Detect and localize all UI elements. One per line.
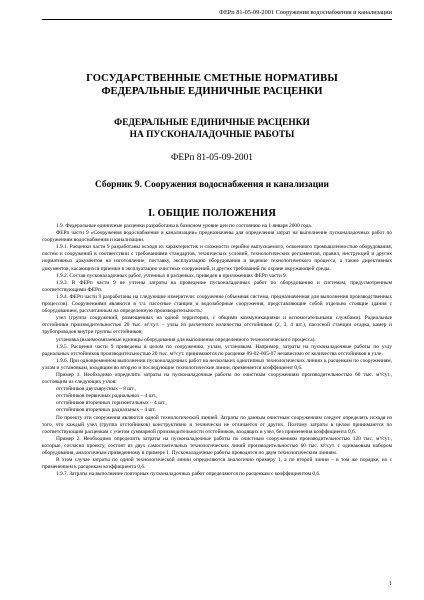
document-code: ФЕРп 81-05-09-2001 — [171, 153, 253, 163]
body-text — [42, 223, 392, 478]
list-item: отстойников первичных радиальных – 4 шт., — [56, 393, 158, 400]
list-item: отстойников двухъярусных – 8 шт., — [56, 386, 137, 393]
list-item: отстойников вторичных радиальных – 4 шт. — [56, 407, 156, 414]
paragraph: 1.9.1. Расценки части 9 разработаны исходя из характеристик и сложности серийно выпускаемого, освоенного промышленностью оборудования, систем и сооружений в соответствии с требованиями стандартов, технических условий, технологических регламентов, правил, инструкций и других нормативных документов на изготовление, поставку, эксплуатацию оборудования и ведение технологического процесса, а также директивных документов, касающихся приемки в эксплуатацию очистных сооружений, и других требований по охране окружающей среды. — [42, 244, 392, 272]
running-head: ФЕРп 81-05-09-2001 Сооружения водоснабжения и канализации — [218, 9, 392, 16]
paragraph: ФЕРп части 9 «Сооружения водоснабжения и канализации» предназначены для определения затрат на выполнение пусконаладочных работ по сооружениям водоснабжения и канализации. — [42, 230, 392, 244]
paragraph: установка (взаимосвязанные единицы оборудования для выполнения определенного технологического процесса). — [56, 336, 316, 343]
page-number: 1 — [389, 581, 392, 587]
paragraph: 1.9.5. Расценки части 9 приведены в целом по сооружению, узлам, установкам. Например, затраты на пусконаладочные работы по узлу радиальных отстойников производительностью 20 тыс. м³/сут. принимаются по расценке 09-02-005-07 независимо от количества отстойников в узле. — [42, 343, 392, 357]
paragraph: 1.9.3. В ФЕРп части 9 не учтены затраты на проведение пусконаладочных работ по оборудованию и системам, предусмотренным соответствующими ФЕРп. — [42, 279, 392, 293]
subtitle-line-2: НА ПУСКОНАЛАДОЧНЫЕ РАБОТЫ — [129, 130, 295, 140]
paragraph: узел (группа сооружений, размещенных на одной территории, с общими коммуникациями и вспомогательными службами). Радиальные отстойники производительностью 20 тыс. м³/сут. – узлы из расчетного количества отстойников (2, 3, 4 шт.), пасосной станции осадка, камер и трубопроводов внутри группы отстойников; — [42, 315, 392, 336]
paragraph: 1.9. Федеральные единичные расценки разработаны в базисном уровне цен по состоянию на 1 января 2000 года. — [56, 223, 313, 229]
section-heading: I. ОБЩИЕ ПОЛОЖЕНИЯ — [148, 208, 276, 219]
header-rule — [42, 19, 392, 20]
paragraph: Пример 2. Необходимо определить затраты на пусконаладочные работы по очистным сооружениям производительностью 120 тыс. м³/сут., которые, согласно проекту, состоят из двух самостоятельных технологических линий производительностью 60 тыс. м³/сут. с одинаковым набором оборудования, аналогичным приведенному в примере 1. Пусконаладочные работы проводятся по двум технологическим линиям. — [42, 435, 392, 456]
paragraph: Пример 1. Необходимо определить затраты на пусконаладочные работы по очистным сооружениям производительностью 60 тыс. м³/сут., состоящим из следующих узлов: — [42, 371, 392, 386]
paragraph: 1.9.2. Состав пусконаладочных работ, учтенных в расценках, приведен в приложениях ФЕРп части 9. — [56, 272, 288, 279]
paragraph: 1.9.7. Затраты на выполнение повторных пусконаладочных работ определяются по расценкам с коэффициентом 0,6. — [56, 471, 321, 478]
list-item: отстойников вторичных горизонтальных – 4 шт., — [56, 400, 167, 407]
paragraph: 1.9.6. При одновременном выполнении пусконаладочных работ на нескольких однотипных технологических линиях к расценкам по сооружениям, узлам и установкам, входящим во вторую и последующие технологические линии, применяется коэффициент 0,6. — [42, 357, 392, 371]
collection-title: Сборник 9. Сооружения водоснабжения и канализации — [95, 180, 329, 190]
paragraph: По проекту эти сооружения являются одной технологической линией. Затраты по данным очистным сооружениям следует определять исходя из того, что каждый узел (группа отстойников) конструктивно и технически не отличается от других. Поэтому затраты в целом принимаются по соответствующим расценкам с учетом суммарной производительности отстойников, входящих в узел, без применения коэффициента 0,6. — [42, 414, 392, 435]
paragraph: 1.9.4. ФЕРп части 9 разработаны на следующие измерители: сооружение (объемная система, предназначенная для выполнения производственных процессов). Сооружениями являются в т.ч. пасосные станции и водозаборные сооружения, представляющие собой отдельно стоящие здания с оборудованием, рассчитанным на определенную производительность; — [42, 293, 392, 315]
title-line-1: ГОСУДАРСТВЕННЫЕ СМЕТНЫЕ НОРМАТИВЫ — [86, 73, 338, 84]
subtitle-line-1: ФЕДЕРАЛЬНЫЕ ЕДИНИЧНЫЕ РАСЦЕНКИ — [114, 118, 310, 128]
title-line-2: ФЕДЕРАЛЬНЫЕ ЕДИНИЧНЫЕ РАСЦЕНКИ — [101, 86, 323, 97]
paragraph: В этом случае затраты по одной технологической линии определяются аналогично примеру 1, а по второй линии – в том же порядке, но с применением к расценкам коэффициента 0,6. — [42, 457, 392, 471]
